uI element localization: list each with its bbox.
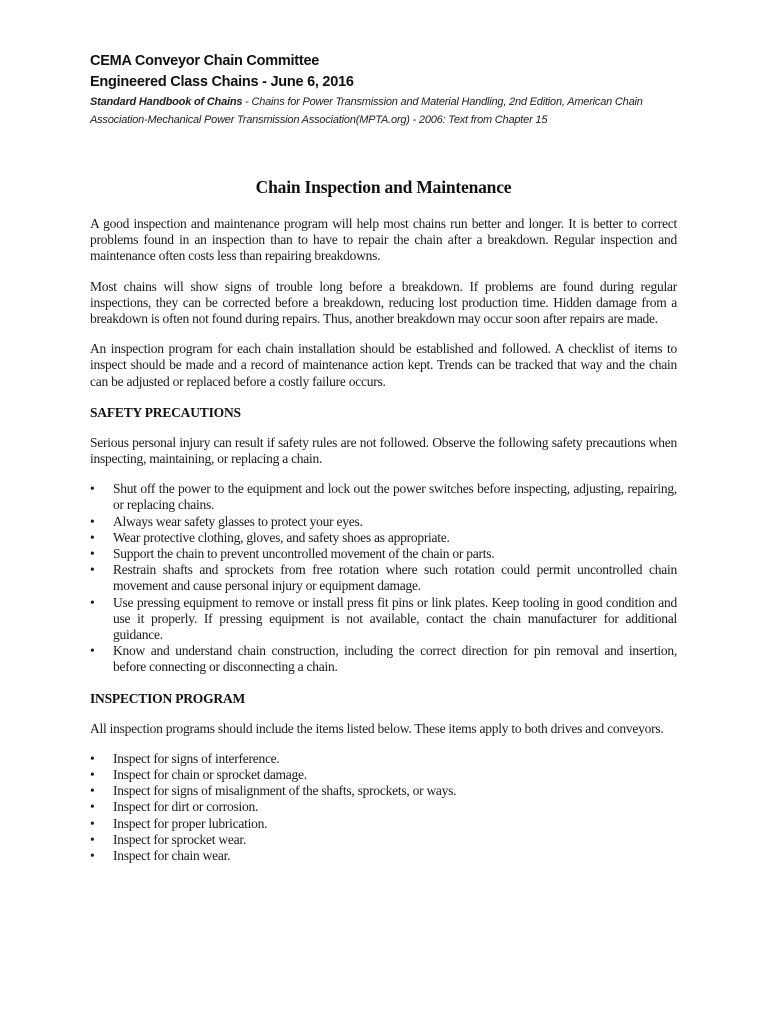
inspection-item-text: Inspect for signs of interference. xyxy=(113,750,280,766)
source-citation xyxy=(90,93,690,129)
citation-details: - Chains for Power Transmission and Material Handling, 2nd Edition, American Chain Association-Mechanical Power Transmission Association(MPTA.org) - 2006: Text from Chapter 15 xyxy=(90,96,643,126)
bullet-icon: • xyxy=(90,848,95,864)
safety-item-text: Know and understand chain construction, including the correct direction for pin removal and insertion, before connecting or disconnecting a chain. xyxy=(113,643,677,675)
safety-list-item xyxy=(90,481,677,513)
inspection-item-text: Inspect for chain wear. xyxy=(113,848,231,864)
bullet-icon: • xyxy=(90,643,95,659)
inspection-item-text: Inspect for chain or sprocket damage. xyxy=(113,767,307,783)
inspection-list-item xyxy=(90,751,677,767)
bullet-icon: • xyxy=(90,815,95,831)
citation-book-title: Standard Handbook of Chains xyxy=(90,96,243,108)
inspection-list-item xyxy=(90,767,677,783)
document-header xyxy=(90,51,690,129)
safety-item-text: Wear protective clothing, gloves, and safety shoes as appropriate. xyxy=(113,529,450,545)
inspection-list-item xyxy=(90,832,677,848)
inspection-item-text: Inspect for sprocket wear. xyxy=(113,831,246,847)
safety-item-text: Shut off the power to the equipment and lock out the power switches before inspecting, adjusting, repairing, or replacing chains. xyxy=(113,481,677,513)
bullet-icon: • xyxy=(90,750,95,766)
safety-intro: Serious personal injury can result if safety rules are not followed. Observe the following safety precautions when inspecting, maintaining, or replacing a chain. xyxy=(90,434,677,467)
safety-list-item xyxy=(90,546,677,562)
inspection-list-item xyxy=(90,848,677,864)
safety-item-text: Support the chain to prevent uncontrolled movement of the chain or parts. xyxy=(113,546,495,562)
safety-list-item xyxy=(90,514,677,530)
intro-paragraph: A good inspection and maintenance program will help most chains run better and longer. It is better to correct problems found in an inspection than to have to repair the chain after a breakdown. Regular inspection and maintenance often costs less than repairing breakdowns. xyxy=(90,216,677,264)
intro-paragraph: An inspection program for each chain installation should be established and followed. A checklist of items to inspect should be made and a record of maintenance action kept. Trends can be tracked that way and the chain can be adjusted or replaced before a costly failure occurs. xyxy=(90,341,677,389)
bullet-icon: • xyxy=(90,481,95,497)
inspection-item-text: Inspect for signs of misalignment of the shafts, sprockets, or ways. xyxy=(113,783,457,799)
document-title: Chain Inspection and Maintenance xyxy=(255,177,512,197)
document-body xyxy=(90,173,677,878)
inspection-heading: INSPECTION PROGRAM xyxy=(90,690,246,706)
inspection-item-text: Inspect for dirt or corrosion. xyxy=(113,799,259,815)
safety-list-item xyxy=(90,643,677,675)
safety-heading: SAFETY PRECAUTIONS xyxy=(90,404,241,420)
safety-list-item xyxy=(90,595,677,644)
inspection-list-item xyxy=(90,816,677,832)
inspection-list xyxy=(90,751,677,864)
safety-list-item xyxy=(90,562,677,594)
inspection-list-item xyxy=(90,783,677,799)
bullet-icon: • xyxy=(90,594,95,610)
committee-name: CEMA Conveyor Chain Committee xyxy=(90,53,320,69)
intro-paragraph: Most chains will show signs of trouble long before a breakdown. If problems are found during regular inspections, they can be corrected before a breakdown, reducing lost production time. Hidden damage from a breakdown is often not found during repairs. Thus, another breakdown may occur soon after repairs are made. xyxy=(90,278,677,327)
bullet-icon: • xyxy=(90,767,95,783)
safety-item-text: Always wear safety glasses to protect your eyes. xyxy=(113,513,363,529)
bullet-icon: • xyxy=(90,783,95,799)
bullet-icon: • xyxy=(90,529,95,545)
bullet-icon: • xyxy=(90,513,95,529)
safety-item-text: Restrain shafts and sprockets from free rotation where such rotation could permit uncontrolled chain movement and cause personal injury or equipment damage. xyxy=(113,562,677,594)
bullet-icon: • xyxy=(90,799,95,815)
bullet-icon: • xyxy=(90,831,95,847)
inspection-item-text: Inspect for proper lubrication. xyxy=(113,815,268,831)
inspection-list-item xyxy=(90,799,677,815)
bullet-icon: • xyxy=(90,562,95,578)
document-subtitle: Engineered Class Chains - June 6, 2016 xyxy=(90,74,354,90)
safety-item-text: Use pressing equipment to remove or install press fit pins or link plates. Keep tooling in good condition and use it properly. If pressing equipment is not available, contact the chain manufacturer for additional guidance. xyxy=(113,594,677,643)
inspection-intro: All inspection programs should include the items listed below. These items apply to both drives and conveyors. xyxy=(90,720,664,736)
safety-list-item xyxy=(90,530,677,546)
bullet-icon: • xyxy=(90,546,95,562)
safety-list xyxy=(90,481,677,675)
